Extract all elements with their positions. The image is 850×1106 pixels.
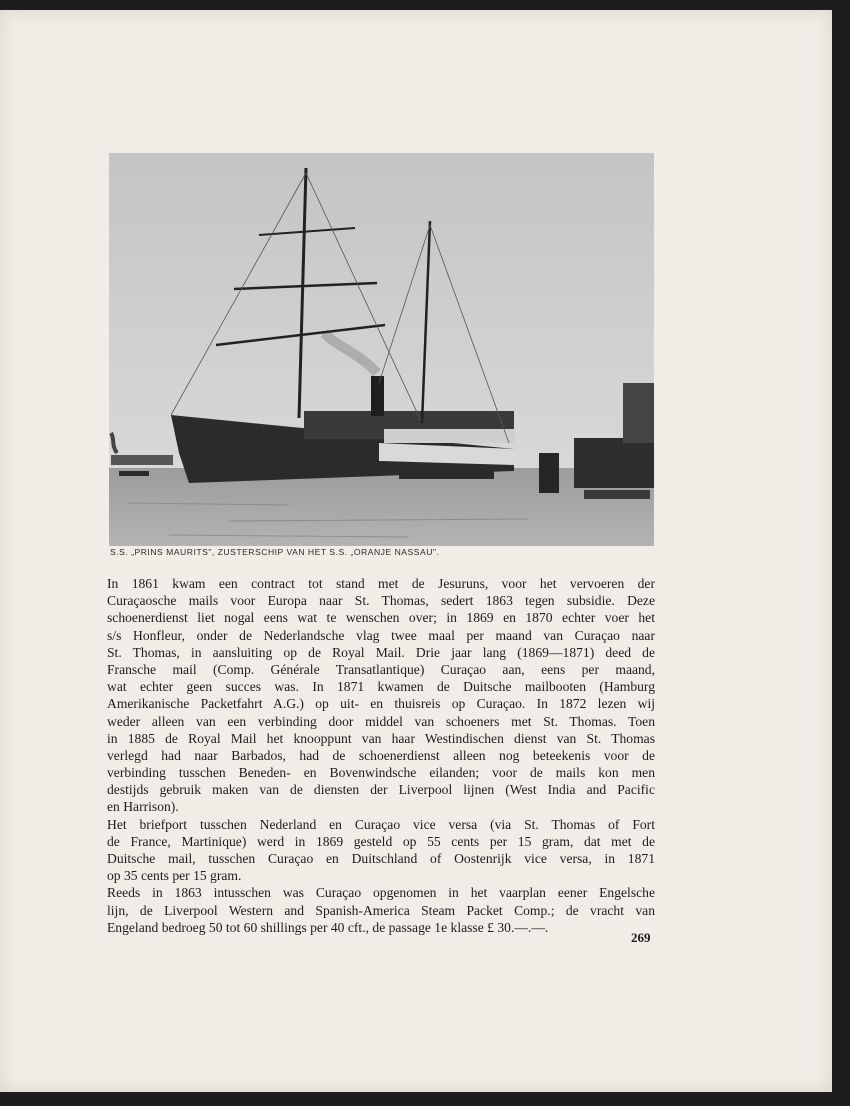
body-line: wat echter geen succes was. In 1871 kwamen de Duitsche mailbooten (Hamburg bbox=[107, 679, 655, 695]
ship-photograph bbox=[109, 153, 654, 546]
body-line: schoenerdienst liet nogal eens wat te wenschen over; in 1869 en 1870 echter voer het bbox=[107, 610, 655, 626]
body-line: Fransche mail (Comp. Générale Transatlantique) Curaçao aan, eens per maand, bbox=[107, 661, 655, 677]
body-line: destijds gebruik maken van de diensten der Liverpool lijnen (West India and Pacific bbox=[107, 782, 655, 798]
body-line: en Harrison). bbox=[107, 799, 179, 815]
body-text bbox=[107, 575, 655, 936]
body-line: Engeland bedroeg 50 tot 60 shillings per 40 cft., de passage 1e klasse £ 30.—.—. bbox=[107, 919, 549, 935]
page-number: 269 bbox=[631, 930, 651, 945]
body-line: Reeds in 1863 intusschen was Curaçao opgenomen in het vaarplan eener Engelsche bbox=[107, 885, 655, 901]
body-line: in 1885 de Royal Mail het knooppunt van haar Westindischen dienst van St. Thomas bbox=[107, 730, 655, 746]
steamship-image bbox=[109, 153, 654, 546]
body-line: Curaçaosche mails voor Europa naar St. Thomas, sedert 1863 tegen subsidie. Deze bbox=[107, 593, 655, 609]
body-line: s/s Honfleur, onder de Nederlandsche vlag twee maal per maand van Curaçao naar bbox=[107, 627, 655, 643]
figure-caption: S.S. „PRINS MAURITS", ZUSTERSCHIP VAN HET S.S. „ORANJE NASSAU". bbox=[110, 547, 440, 557]
body-line: Amerikanische Packetfahrt A.G.) op uit- en thuisreis op Curaçao. In 1872 lezen wij bbox=[107, 696, 655, 712]
body-line: weder alleen van een verbinding door middel van schoeners met St. Thomas. Toen bbox=[107, 713, 655, 729]
body-line: verbinding tusschen Beneden- en Bovenwindsche eilanden; voor de mails kon men bbox=[107, 765, 655, 781]
body-line: lijn, de Liverpool Western and Spanish-America Steam Packet Comp.; de vracht van bbox=[107, 902, 655, 918]
body-line: Het briefport tusschen Nederland en Curaçao vice versa (via St. Thomas of Fort bbox=[107, 816, 655, 832]
body-line: St. Thomas, in aansluiting op de Royal Mail. Drie jaar lang (1869—1871) deed de bbox=[107, 644, 655, 660]
book-page bbox=[0, 10, 832, 1092]
body-line: verlegd had naar Barbados, had de schoenerdienst alleen nog beteekenis voor de bbox=[107, 747, 655, 763]
body-line: op 35 cents per 15 gram. bbox=[107, 868, 242, 884]
body-line: de France, Martinique) werd in 1869 gesteld op 55 cents per 15 gram, dat met de bbox=[107, 833, 655, 849]
body-line: Duitsche mail, tusschen Curaçao en Duitschland of Oostenrijk vice versa, in 1871 bbox=[107, 851, 655, 866]
body-line: In 1861 kwam een contract tot stand met de Jesuruns, voor het vervoeren der bbox=[107, 576, 655, 591]
